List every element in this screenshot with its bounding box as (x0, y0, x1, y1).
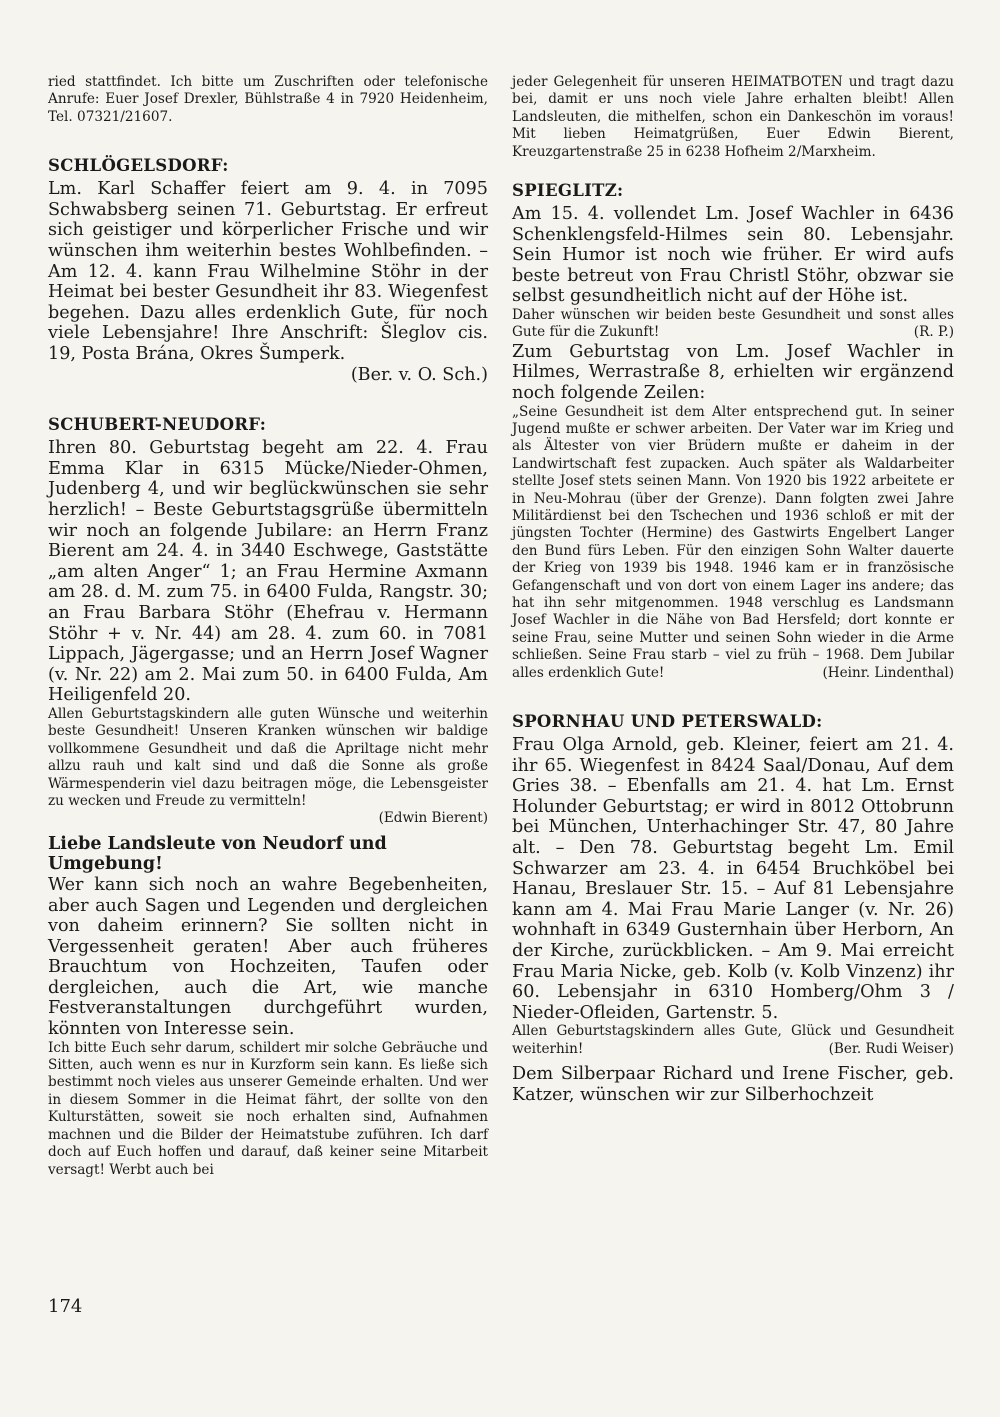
spieglitz-paragraph: Am 15. 4. vollendet Lm. Josef Wachler in 6436 Schenklengsfeld-Hilmes sein 80. Lebensjahr. Sein Humor ist noch wie früher. Er wird aufs beste betreut von Frau Christl Stöhr, obzwar sie selbst gesundheitlich nicht auf der Höhe ist. (512, 204, 954, 307)
spieglitz-wishes-signature: (R. P.) (913, 324, 954, 341)
schubert-wishes-text: Allen Geburtstagskindern alle guten Wünsche und weiterhin beste Gesundheit! Unseren Kranken wünschen wir baldige vollkommene Gesundheit und daß die Apriltage nicht mehr allzu rauh und kalt sind und daß die Sonne als große Wärmespenderin viel dazu beitragen möge, die Lebensgeister zu wecken und Freude zu vermitteln! (48, 705, 488, 809)
spornhau-wishes-signature: (Ber. Rudi Weiser) (828, 1040, 954, 1057)
right-intro-paragraph: jeder Gelegenheit für unseren HEIMATBOTEN und tragt dazu bei, damit er uns noch viele Jahre erhalten bleibt! Allen Landsleuten, die mithelfen, schon ein Dankeschön im voraus! Mit lieben Heimatgrüßen, Euer Edwin Bierent, Kreuzgartenstraße 25 in 6238 Hofheim 2/Marxheim. (512, 74, 954, 160)
right-column (512, 74, 954, 1105)
spornhau-wishes (512, 1023, 954, 1058)
spieglitz-quote-signature: (Heinr. Lindenthal) (822, 664, 954, 681)
neudorf-appeal-text: Wer kann sich noch an wahre Begebenheiten, aber auch Sagen und Legenden und dergleichen von daheim erinnern? Sie sollten nicht in Vergessenheit geraten! Aber auch früheres Brauchtum von Hochzeiten, Taufen oder dergleichen, auch die Art, wie manche Festveranstaltungen durchgeführt wurden, könnten von Interesse sein. (48, 874, 488, 1040)
schloegelsdorf-text: Lm. Karl Schaffer feiert am 9. 4. in 7095 Schwabsberg seinen 71. Geburtstag. Er erfreut sich geistiger und körperlicher Frische und wir wünschen ihm weiterhin bestes Wohlbefinden. – Am 12. 4. kann Frau Wilhelmine Stöhr in der Heimat bei bester Gesundheit ihr 83. Wiegenfest begehen. Dazu alles erdenklich Gute, für noch viele Lebensjahre! Ihre Anschrift: Šleglov cis. 19, Posta Brána, Okres Šumperk. (48, 179, 488, 364)
schloegelsdorf-paragraph (48, 179, 488, 385)
spieglitz-wishes (512, 307, 954, 342)
section-heading-spornhau: SPORNHAU UND PETERSWALD: (512, 712, 823, 732)
spieglitz-wishes-text: Daher wünschen wir beiden beste Gesundheit und sonst alles Gute für die Zukunft! (512, 307, 954, 341)
spieglitz-quote (512, 404, 954, 683)
section-heading-schubert-neudorf: SCHUBERT-NEUDORF: (48, 415, 267, 435)
left-column (48, 74, 488, 1179)
neudorf-appeal-small: Ich bitte Euch sehr darum, schildert mir solche Gebräuche und Sitten, auch wenn es nur in Kurzform sein kann. Es ließe sich bestimmt noch vieles aus unserer Gemeinde erhalten. Und wer in diesem Sommer in die Heimat fährt, der sollte von den Kulturstätten, soweit sie noch erhalten sind, Aufnahmen machnen und die Bilder der Heimatstube zuführen. Ich darf doch auf Euch hoffen und darauf, daß keiner seine Mitarbeit versagt! Werbt auch bei (48, 1039, 488, 1178)
section-heading-spieglitz: SPIEGLITZ: (512, 181, 624, 201)
schloegelsdorf-signature: (Ber. v. O. Sch.) (350, 364, 488, 385)
section-heading-schloegelsdorf: SCHLÖGELSDORF: (48, 156, 229, 176)
spornhau-paragraph: Frau Olga Arnold, geb. Kleiner, feiert am 21. 4. ihr 65. Wiegenfest in 8424 Saal/Donau, Auf dem Gries 38. – Ebenfalls am 21. 4. hat Lm. Ernst Holunder Geburtstag; er wird in 8012 Ottobrunn bei München, Unterhachinger Str. 47, 80 Jahre alt. – Den 78. Geburtstag begeht Lm. Emil Schwarzer am 23. 4. in 6454 Bruchköbel bei Hanau, Breslauer Str. 15. – Auf 81 Lebensjahre kann am 4. Mai Frau Marie Langer (v. Nr. 26) wohnhaft in 6349 Gusternhain über Herborn, An der Kirche, zurückblicken. – Am 9. Mai erreicht Frau Maria Nicke, geb. Kolb (v. Kolb Vinzenz) ihr 60. Lebensjahr in 6310 Homberg/Ohm 3 / Nieder-Ofleiden, Gartenstr. 5. (512, 735, 954, 1023)
spornhau-paragraph-2: Dem Silberpaar Richard und Irene Fischer, geb. Katzer, wünschen wir zur Silberhochzeit (512, 1064, 954, 1105)
schubert-signature: (Edwin Bierent) (378, 810, 488, 827)
left-intro-paragraph: ried stattfindet. Ich bitte um Zuschriften oder telefonische Anrufe: Euer Josef Drexler, Bühlstraße 4 in 7920 Heidenheim, Tel. 07321/21607. (48, 74, 488, 125)
schubert-paragraph: Ihren 80. Geburtstag begeht am 22. 4. Frau Emma Klar in 6315 Mücke/Nieder-Ohmen, Judenberg 4, und wir beglückwünschen sie sehr herzlich! – Beste Geburtstagsgrüße übermitteln wir noch an folgende Jubilare: an Herrn Franz Bierent am 24. 4. in 3440 Eschwege, Gaststätte „am alten Anger“ 1; an Frau Hermine Axmann am 28. d. M. zum 75. in 6400 Fulda, Rangstr. 30; an Frau Barbara Stöhr (Ehefrau v. Hermann Stöhr + v. Nr. 44) am 28. 4. zum 60. in 7081 Lippach, Jägergasse; und an Herrn Josef Wagner (v. Nr. 22) am 2. Mai zum 50. in 6400 Fulda, Am Heiligenfeld 20. (48, 438, 488, 706)
spieglitz-paragraph-2: Zum Geburtstag von Lm. Josef Wachler in Hilmes, Werrastraße 8, erhielten wir ergänzend noch folgende Zeilen: (512, 341, 954, 403)
neudorf-appeal-heading: Liebe Landsleute von Neudorf und Umgebung! (48, 833, 387, 875)
spornhau-wishes-text: Allen Geburtstagskindern alles Gute, Glück und Gesundheit weiterhin! (512, 1023, 954, 1057)
spieglitz-quote-text: „Seine Gesundheit ist dem Alter entsprechend gut. In seiner Jugend mußte er schwer arbeiten. Der Vater war im Krieg und als Ältester von vier Brüdern mußte er daheim in der Landwirtschaft fest zupacken. Auch später als Waldarbeiter stellte Josef stets seinen Mann. Von 1920 bis 1922 arbeitete er in Neu-Mohrau (über der Grenze). Dann folgten zwei Jahre Militärdienst bei den Tschechen und 1936 schloß er mit der jüngsten Tochter (Hermine) des Gastwirts Engelbert Langer den Bund fürs Leben. Für den einzigen Sohn Walter dauerte der Krieg von 1939 bis 1948. 1946 kam er in französische Gefangenschaft und von dort von einem Lager ins andere; das hat ihn sehr mitgenommen. 1948 verschlug es Landsmann Josef Wachler in die Nähe von Bad Hersfeld; dort konnte er seine Frau, seine Mutter und seinen Sohn wieder in die Arme schließen. Seine Frau starb – viel zu früh – 1968. Dem Jubilar alles erdenklich Gute! (512, 403, 954, 681)
page-number: 174 (48, 1296, 83, 1317)
schubert-wishes (48, 706, 488, 828)
